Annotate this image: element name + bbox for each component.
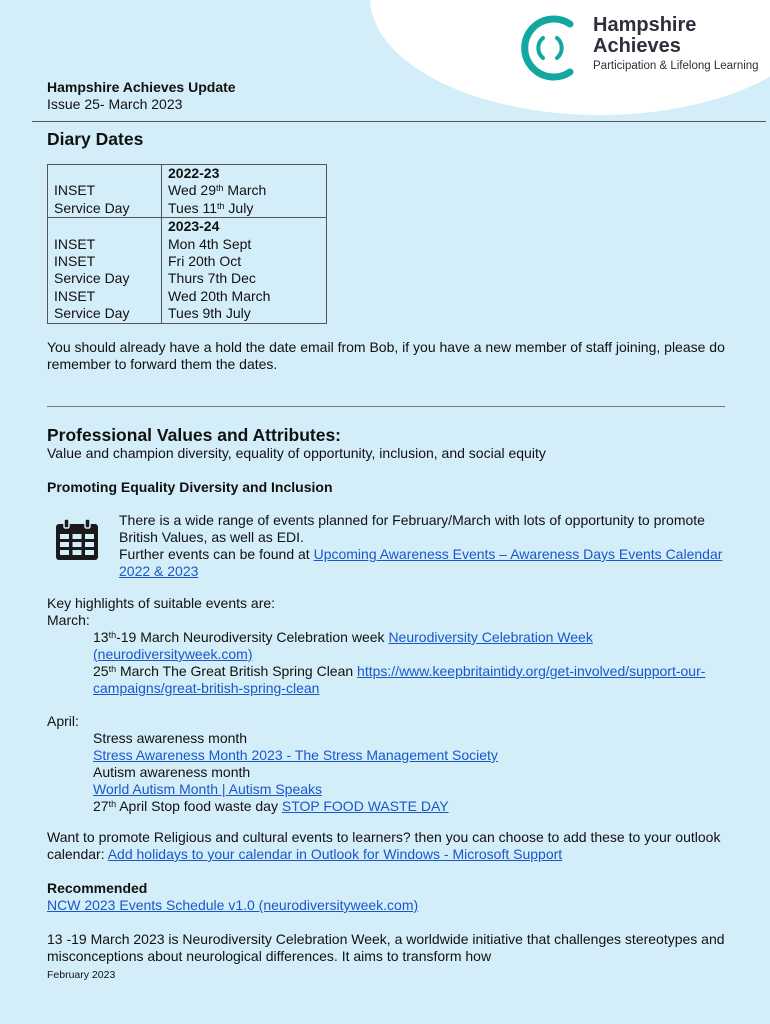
march-label: March: xyxy=(47,612,90,628)
table-row xyxy=(48,182,327,199)
diary-event-cell: Service Day xyxy=(48,305,162,323)
diary-date-cell: Tues 9th July xyxy=(162,305,327,323)
edi-intro-text: There is a wide range of events planned for February/March with lots of opportunity to promote British Values, as well as EDI. xyxy=(119,512,705,545)
april-stress-text: Stress awareness month xyxy=(93,730,248,746)
diary-event-cell: Service Day xyxy=(48,200,162,218)
highlights-section xyxy=(47,595,737,697)
hampshire-achieves-logo xyxy=(516,14,770,82)
table-row xyxy=(48,200,327,218)
calendar-icon xyxy=(54,518,100,562)
stress-awareness-link[interactable]: Stress Awareness Month 2023 - The Stress Management Society xyxy=(93,747,498,763)
diary-date-cell: 2023-24 xyxy=(162,218,327,236)
table-row xyxy=(48,165,327,183)
section-divider xyxy=(47,406,725,407)
edi-intro xyxy=(119,512,729,580)
april-autism-text: Autism awareness month xyxy=(93,764,251,780)
neurodiversity-week-link[interactable]: Neurodiversity Celebration Week (neurodiversityweek.com) xyxy=(93,629,593,662)
religious-events-para: Want to promote Religious and cultural events to learners? then you can choose to add these to your outlook calendar: Add holidays to your calendar in Outlook for Windows - Microsoft Support xyxy=(47,829,721,862)
april-section xyxy=(47,713,737,815)
diary-event-cell: INSET xyxy=(48,288,162,305)
diary-note: You should already have a hold the date email from Bob, if you have a new member of staff joining, please do remember to forward them the dates. xyxy=(47,339,725,372)
table-row xyxy=(48,218,327,236)
diary-dates-heading: Diary Dates xyxy=(47,129,144,149)
newsletter-issue: Issue 25- March 2023 xyxy=(47,96,183,112)
ncw-closing-para: 13 -19 March 2023 is Neurodiversity Celebration Week, a worldwide initiative that challenges stereotypes and misconceptions about neurological differences. It aims to transform how xyxy=(47,931,725,964)
diary-event-cell xyxy=(48,165,162,183)
table-row xyxy=(48,270,327,287)
stop-food-waste-link[interactable]: STOP FOOD WASTE DAY xyxy=(281,798,449,814)
march-item-neurodiversity: 13th-19 March Neurodiversity Celebration week Neurodiversity Celebration Week (neurodiversityweek.com) xyxy=(93,629,593,662)
highlights-intro: Key highlights of suitable events are: xyxy=(47,595,276,611)
header-divider xyxy=(32,121,766,122)
logo-name: Hampshire Achieves xyxy=(593,14,697,57)
newsletter-title: Hampshire Achieves Update xyxy=(47,79,236,95)
table-row xyxy=(48,253,327,270)
footer-date: February 2023 xyxy=(47,969,116,981)
diary-event-cell: Service Day xyxy=(48,270,162,287)
diary-event-cell xyxy=(48,218,162,236)
recommended-heading: Recommended xyxy=(47,880,148,896)
diary-date-cell: Thurs 7th Dec xyxy=(162,270,327,287)
diary-date-cell: Tues 11th July xyxy=(162,200,327,218)
logo-tagline: Participation & Lifelong Learning xyxy=(593,60,759,72)
diary-date-cell: Fri 20th Oct xyxy=(162,253,327,270)
values-subtitle: Value and champion diversity, equality of opportunity, inclusion, and social equity xyxy=(47,445,546,461)
april-food-waste: 27th April Stop food waste day STOP FOOD WASTE DAY xyxy=(93,798,449,814)
diary-date-cell: Mon 4th Sept xyxy=(162,236,327,253)
april-label: April: xyxy=(47,713,79,729)
logo-mark-icon xyxy=(516,14,586,82)
table-row xyxy=(48,236,327,253)
table-row xyxy=(48,305,327,323)
diary-date-cell: Wed 29th March xyxy=(162,182,327,199)
awareness-days-link[interactable]: Upcoming Awareness Events – Awareness Days Events Calendar 2022 & 2023 xyxy=(119,546,723,579)
autism-month-link[interactable]: World Autism Month | Autism Speaks xyxy=(93,781,323,797)
edi-heading: Promoting Equality Diversity and Inclusion xyxy=(47,479,333,495)
diary-event-cell: INSET xyxy=(48,253,162,270)
diary-date-cell: 2022-23 xyxy=(162,165,327,183)
diary-event-cell: INSET xyxy=(48,236,162,253)
values-heading: Professional Values and Attributes: xyxy=(47,425,342,445)
outlook-holidays-link[interactable]: Add holidays to your calendar in Outlook for Windows - Microsoft Support xyxy=(107,846,563,862)
ncw-schedule-link[interactable]: NCW 2023 Events Schedule v1.0 (neurodiversityweek.com) xyxy=(47,897,419,913)
table-row xyxy=(48,288,327,305)
diary-dates-table xyxy=(47,164,327,324)
march-item-spring-clean: 25th March The Great British Spring Clean https://www.keepbritaintidy.org/get-involved/support-our-campaigns/great-british-spring-clean xyxy=(93,663,706,696)
diary-event-cell: INSET xyxy=(48,182,162,199)
diary-date-cell: Wed 20th March xyxy=(162,288,327,305)
spring-clean-link[interactable]: https://www.keepbritaintidy.org/get-involved/support-our-campaigns/great-british-spring-clean xyxy=(93,663,706,696)
edi-intro-more: Further events can be found at Upcoming Awareness Events – Awareness Days Events Calendar 2022 & 2023 xyxy=(119,546,723,579)
